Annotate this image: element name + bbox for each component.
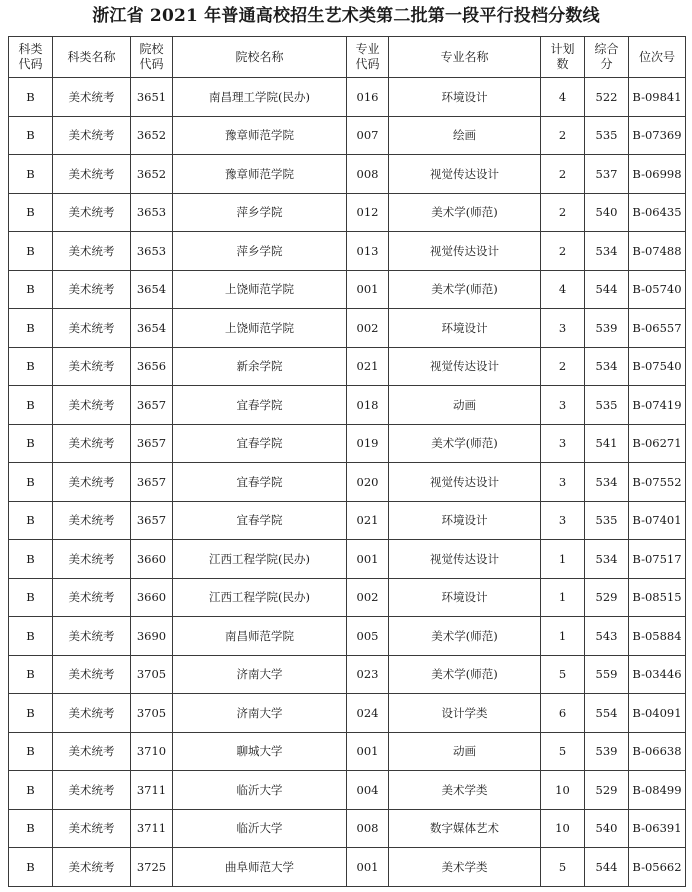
cell-col-plan-count: 4: [541, 78, 585, 117]
cell-col-school-name: 南昌理工学院(民办): [173, 78, 347, 117]
cell-col-school-code: 3705: [131, 694, 173, 733]
cell-col-rank: B-05884: [629, 617, 686, 656]
cell-col-school-code: 3711: [131, 809, 173, 848]
cell-col-school-code: 3654: [131, 309, 173, 348]
cell-col-composite-score: 522: [585, 78, 629, 117]
header-line: 科类: [18, 42, 43, 56]
cell-col-plan-count: 2: [541, 193, 585, 232]
cell-col-rank: B-07517: [629, 540, 686, 579]
cell-col-plan-count: 10: [541, 771, 585, 810]
cell-col-category-code: B: [9, 463, 53, 502]
cell-col-composite-score: 535: [585, 501, 629, 540]
header-col-category-name: [53, 37, 131, 78]
cell-col-major-name: 美术学(师范): [389, 424, 541, 463]
cell-col-school-name: 临沂大学: [173, 771, 347, 810]
cell-col-category-code: B: [9, 655, 53, 694]
cell-col-composite-score: 540: [585, 193, 629, 232]
table-body: [9, 78, 686, 887]
cell-col-school-code: 3725: [131, 848, 173, 887]
cell-col-major-name: 环境设计: [389, 78, 541, 117]
header-line: 代码: [139, 57, 164, 71]
cell-col-rank: B-06435: [629, 193, 686, 232]
cell-col-category-code: B: [9, 424, 53, 463]
cell-col-school-code: 3660: [131, 578, 173, 617]
cell-col-category-code: B: [9, 578, 53, 617]
cell-col-plan-count: 3: [541, 424, 585, 463]
cell-col-major-name: 美术学类: [389, 771, 541, 810]
cell-col-major-code: 001: [347, 848, 389, 887]
cell-col-plan-count: 3: [541, 501, 585, 540]
cell-col-rank: B-09841: [629, 78, 686, 117]
cell-col-major-code: 001: [347, 732, 389, 771]
header-col-category-code: [9, 37, 53, 78]
table-row: [9, 386, 686, 425]
cell-col-school-code: 3652: [131, 116, 173, 155]
cell-col-major-name: 视觉传达设计: [389, 347, 541, 386]
header-col-plan-count: [541, 37, 585, 78]
cell-col-rank: B-03446: [629, 655, 686, 694]
cell-col-rank: B-08515: [629, 578, 686, 617]
cell-col-major-name: 视觉传达设计: [389, 232, 541, 271]
cell-col-composite-score: 541: [585, 424, 629, 463]
cell-col-composite-score: 529: [585, 578, 629, 617]
cell-col-composite-score: 534: [585, 232, 629, 271]
cell-col-major-code: 024: [347, 694, 389, 733]
cell-col-composite-score: 537: [585, 155, 629, 194]
cell-col-category-name: 美术统考: [53, 116, 131, 155]
cell-col-rank: B-06557: [629, 309, 686, 348]
cell-col-category-name: 美术统考: [53, 540, 131, 579]
cell-col-major-code: 005: [347, 617, 389, 656]
table-row: [9, 848, 686, 887]
header-col-major-code: [347, 37, 389, 78]
cell-col-rank: B-05662: [629, 848, 686, 887]
cell-col-composite-score: 559: [585, 655, 629, 694]
cell-col-category-code: B: [9, 347, 53, 386]
cell-col-school-name: 宜春学院: [173, 386, 347, 425]
cell-col-category-name: 美术统考: [53, 424, 131, 463]
cell-col-school-name: 南昌师范学院: [173, 617, 347, 656]
cell-col-composite-score: 535: [585, 386, 629, 425]
table-row: [9, 309, 686, 348]
cell-col-composite-score: 534: [585, 347, 629, 386]
cell-col-plan-count: 10: [541, 809, 585, 848]
cell-col-category-name: 美术统考: [53, 501, 131, 540]
cell-col-major-name: 设计学类: [389, 694, 541, 733]
cell-col-category-code: B: [9, 694, 53, 733]
cell-col-composite-score: 554: [585, 694, 629, 733]
table-row: [9, 463, 686, 502]
header-line: 位次号: [638, 49, 675, 64]
cell-col-school-name: 曲阜师范大学: [173, 848, 347, 887]
cell-col-category-name: 美术统考: [53, 155, 131, 194]
table-row: [9, 809, 686, 848]
cell-col-major-code: 001: [347, 540, 389, 579]
header-line: 专业名称: [440, 49, 489, 64]
header-line: 院校: [139, 42, 164, 56]
table-row: [9, 155, 686, 194]
cell-col-major-code: 013: [347, 232, 389, 271]
cell-col-school-name: 宜春学院: [173, 424, 347, 463]
header-line: 专业: [355, 42, 380, 56]
cell-col-rank: B-06271: [629, 424, 686, 463]
cell-col-composite-score: 539: [585, 732, 629, 771]
cell-col-category-name: 美术统考: [53, 386, 131, 425]
cell-col-school-name: 济南大学: [173, 694, 347, 733]
header-line: 综合: [594, 42, 619, 56]
cell-col-plan-count: 3: [541, 309, 585, 348]
cell-col-major-code: 021: [347, 501, 389, 540]
cell-col-major-name: 美术学(师范): [389, 617, 541, 656]
cell-col-category-code: B: [9, 116, 53, 155]
cell-col-rank: B-05740: [629, 270, 686, 309]
cell-col-category-code: B: [9, 617, 53, 656]
cell-col-plan-count: 1: [541, 540, 585, 579]
cell-col-category-code: B: [9, 232, 53, 271]
cell-col-school-code: 3653: [131, 193, 173, 232]
cell-col-school-code: 3705: [131, 655, 173, 694]
cell-col-major-code: 018: [347, 386, 389, 425]
cell-col-rank: B-06391: [629, 809, 686, 848]
cell-col-major-name: 动画: [389, 732, 541, 771]
header-col-school-name: [173, 37, 347, 78]
cell-col-major-name: 视觉传达设计: [389, 540, 541, 579]
cell-col-major-name: 美术学(师范): [389, 193, 541, 232]
cell-col-school-name: 济南大学: [173, 655, 347, 694]
document-title: 浙江省 2021 年普通高校招生艺术类第二批第一段平行投档分数线: [92, 6, 600, 26]
cell-col-major-name: 环境设计: [389, 309, 541, 348]
table-row: [9, 232, 686, 271]
table-row: [9, 732, 686, 771]
cell-col-major-name: 视觉传达设计: [389, 155, 541, 194]
cell-col-category-code: B: [9, 155, 53, 194]
cell-col-major-code: 001: [347, 270, 389, 309]
cell-col-major-name: 绘画: [389, 116, 541, 155]
cell-col-category-code: B: [9, 848, 53, 887]
table-row: [9, 424, 686, 463]
cell-col-category-code: B: [9, 501, 53, 540]
cell-col-major-code: 002: [347, 578, 389, 617]
cell-col-major-code: 020: [347, 463, 389, 502]
cell-col-school-name: 宜春学院: [173, 463, 347, 502]
cell-col-plan-count: 5: [541, 732, 585, 771]
cell-col-category-name: 美术统考: [53, 193, 131, 232]
table-row: [9, 578, 686, 617]
cell-col-plan-count: 2: [541, 116, 585, 155]
cell-col-school-name: 新余学院: [173, 347, 347, 386]
header-line: 计划: [550, 42, 575, 56]
cell-col-category-name: 美术统考: [53, 347, 131, 386]
cell-col-rank: B-04091: [629, 694, 686, 733]
cell-col-category-name: 美术统考: [53, 848, 131, 887]
cell-col-school-name: 豫章师范学院: [173, 116, 347, 155]
cell-col-school-code: 3690: [131, 617, 173, 656]
cell-col-school-code: 3652: [131, 155, 173, 194]
cell-col-plan-count: 1: [541, 617, 585, 656]
cell-col-plan-count: 1: [541, 578, 585, 617]
cell-col-rank: B-06998: [629, 155, 686, 194]
cell-col-school-name: 上饶师范学院: [173, 309, 347, 348]
cell-col-major-name: 美术学(师范): [389, 655, 541, 694]
cell-col-category-code: B: [9, 78, 53, 117]
cell-col-major-code: 023: [347, 655, 389, 694]
header-line: 科类名称: [67, 49, 116, 64]
cell-col-category-code: B: [9, 809, 53, 848]
cell-col-category-code: B: [9, 386, 53, 425]
header-col-school-code: [131, 37, 173, 78]
cell-col-rank: B-06638: [629, 732, 686, 771]
cell-col-school-code: 3651: [131, 78, 173, 117]
table-row: [9, 694, 686, 733]
cell-col-school-code: 3710: [131, 732, 173, 771]
cell-col-plan-count: 2: [541, 155, 585, 194]
header-line: 院校名称: [235, 49, 284, 64]
cell-col-composite-score: 544: [585, 848, 629, 887]
cell-col-plan-count: 2: [541, 232, 585, 271]
cell-col-plan-count: 3: [541, 386, 585, 425]
cell-col-rank: B-07419: [629, 386, 686, 425]
cell-col-rank: B-07401: [629, 501, 686, 540]
cell-col-rank: B-08499: [629, 771, 686, 810]
cell-col-school-name: 萍乡学院: [173, 232, 347, 271]
cell-col-category-name: 美术统考: [53, 78, 131, 117]
header-col-rank: [629, 37, 686, 78]
cell-col-plan-count: 5: [541, 655, 585, 694]
cell-col-category-name: 美术统考: [53, 655, 131, 694]
table-row: [9, 540, 686, 579]
cell-col-school-code: 3657: [131, 501, 173, 540]
cell-col-plan-count: 4: [541, 270, 585, 309]
cell-col-school-code: 3656: [131, 347, 173, 386]
cell-col-composite-score: 543: [585, 617, 629, 656]
cell-col-school-name: 临沂大学: [173, 809, 347, 848]
admission-score-table: [8, 36, 686, 887]
cell-col-category-code: B: [9, 193, 53, 232]
cell-col-major-code: 021: [347, 347, 389, 386]
header-line: 分: [600, 57, 613, 71]
table-row: [9, 78, 686, 117]
cell-col-major-name: 环境设计: [389, 578, 541, 617]
cell-col-category-name: 美术统考: [53, 694, 131, 733]
cell-col-major-code: 008: [347, 809, 389, 848]
table-row: [9, 771, 686, 810]
cell-col-major-code: 008: [347, 155, 389, 194]
cell-col-category-code: B: [9, 309, 53, 348]
cell-col-school-name: 江西工程学院(民办): [173, 540, 347, 579]
header-col-major-name: [389, 37, 541, 78]
header-col-composite-score: [585, 37, 629, 78]
cell-col-school-name: 聊城大学: [173, 732, 347, 771]
cell-col-category-code: B: [9, 270, 53, 309]
header-line: 数: [556, 57, 569, 71]
cell-col-major-name: 美术学类: [389, 848, 541, 887]
cell-col-category-code: B: [9, 732, 53, 771]
cell-col-major-code: 016: [347, 78, 389, 117]
header-line: 代码: [355, 57, 380, 71]
table-row: [9, 501, 686, 540]
cell-col-category-name: 美术统考: [53, 732, 131, 771]
cell-col-school-code: 3660: [131, 540, 173, 579]
cell-col-major-code: 012: [347, 193, 389, 232]
table-row: [9, 116, 686, 155]
cell-col-major-name: 环境设计: [389, 501, 541, 540]
cell-col-category-name: 美术统考: [53, 270, 131, 309]
cell-col-rank: B-07552: [629, 463, 686, 502]
cell-col-school-name: 江西工程学院(民办): [173, 578, 347, 617]
cell-col-category-name: 美术统考: [53, 809, 131, 848]
table-row: [9, 270, 686, 309]
cell-col-category-name: 美术统考: [53, 463, 131, 502]
header-line: 代码: [18, 57, 43, 71]
cell-col-major-code: 002: [347, 309, 389, 348]
cell-col-category-name: 美术统考: [53, 232, 131, 271]
cell-col-plan-count: 3: [541, 463, 585, 502]
cell-col-major-code: 004: [347, 771, 389, 810]
cell-col-composite-score: 529: [585, 771, 629, 810]
cell-col-plan-count: 2: [541, 347, 585, 386]
cell-col-school-code: 3653: [131, 232, 173, 271]
cell-col-composite-score: 534: [585, 540, 629, 579]
cell-col-major-code: 007: [347, 116, 389, 155]
cell-col-plan-count: 5: [541, 848, 585, 887]
cell-col-school-name: 豫章师范学院: [173, 155, 347, 194]
cell-col-major-code: 019: [347, 424, 389, 463]
cell-col-major-name: 美术学(师范): [389, 270, 541, 309]
cell-col-major-name: 动画: [389, 386, 541, 425]
cell-col-composite-score: 540: [585, 809, 629, 848]
cell-col-composite-score: 535: [585, 116, 629, 155]
cell-col-major-name: 视觉传达设计: [389, 463, 541, 502]
cell-col-composite-score: 534: [585, 463, 629, 502]
cell-col-school-code: 3657: [131, 424, 173, 463]
cell-col-composite-score: 539: [585, 309, 629, 348]
cell-col-school-code: 3711: [131, 771, 173, 810]
cell-col-school-code: 3654: [131, 270, 173, 309]
table-row: [9, 655, 686, 694]
table-row: [9, 193, 686, 232]
cell-col-major-name: 数字媒体艺术: [389, 809, 541, 848]
cell-col-school-code: 3657: [131, 386, 173, 425]
cell-col-composite-score: 544: [585, 270, 629, 309]
cell-col-category-name: 美术统考: [53, 578, 131, 617]
cell-col-school-code: 3657: [131, 463, 173, 502]
cell-col-rank: B-07488: [629, 232, 686, 271]
cell-col-category-name: 美术统考: [53, 309, 131, 348]
cell-col-school-name: 宜春学院: [173, 501, 347, 540]
cell-col-category-code: B: [9, 771, 53, 810]
cell-col-rank: B-07369: [629, 116, 686, 155]
cell-col-category-name: 美术统考: [53, 617, 131, 656]
table-header-row: [9, 37, 686, 78]
cell-col-school-name: 萍乡学院: [173, 193, 347, 232]
cell-col-school-name: 上饶师范学院: [173, 270, 347, 309]
cell-col-plan-count: 6: [541, 694, 585, 733]
table-row: [9, 617, 686, 656]
cell-col-category-code: B: [9, 540, 53, 579]
table-row: [9, 347, 686, 386]
cell-col-category-name: 美术统考: [53, 771, 131, 810]
cell-col-rank: B-07540: [629, 347, 686, 386]
